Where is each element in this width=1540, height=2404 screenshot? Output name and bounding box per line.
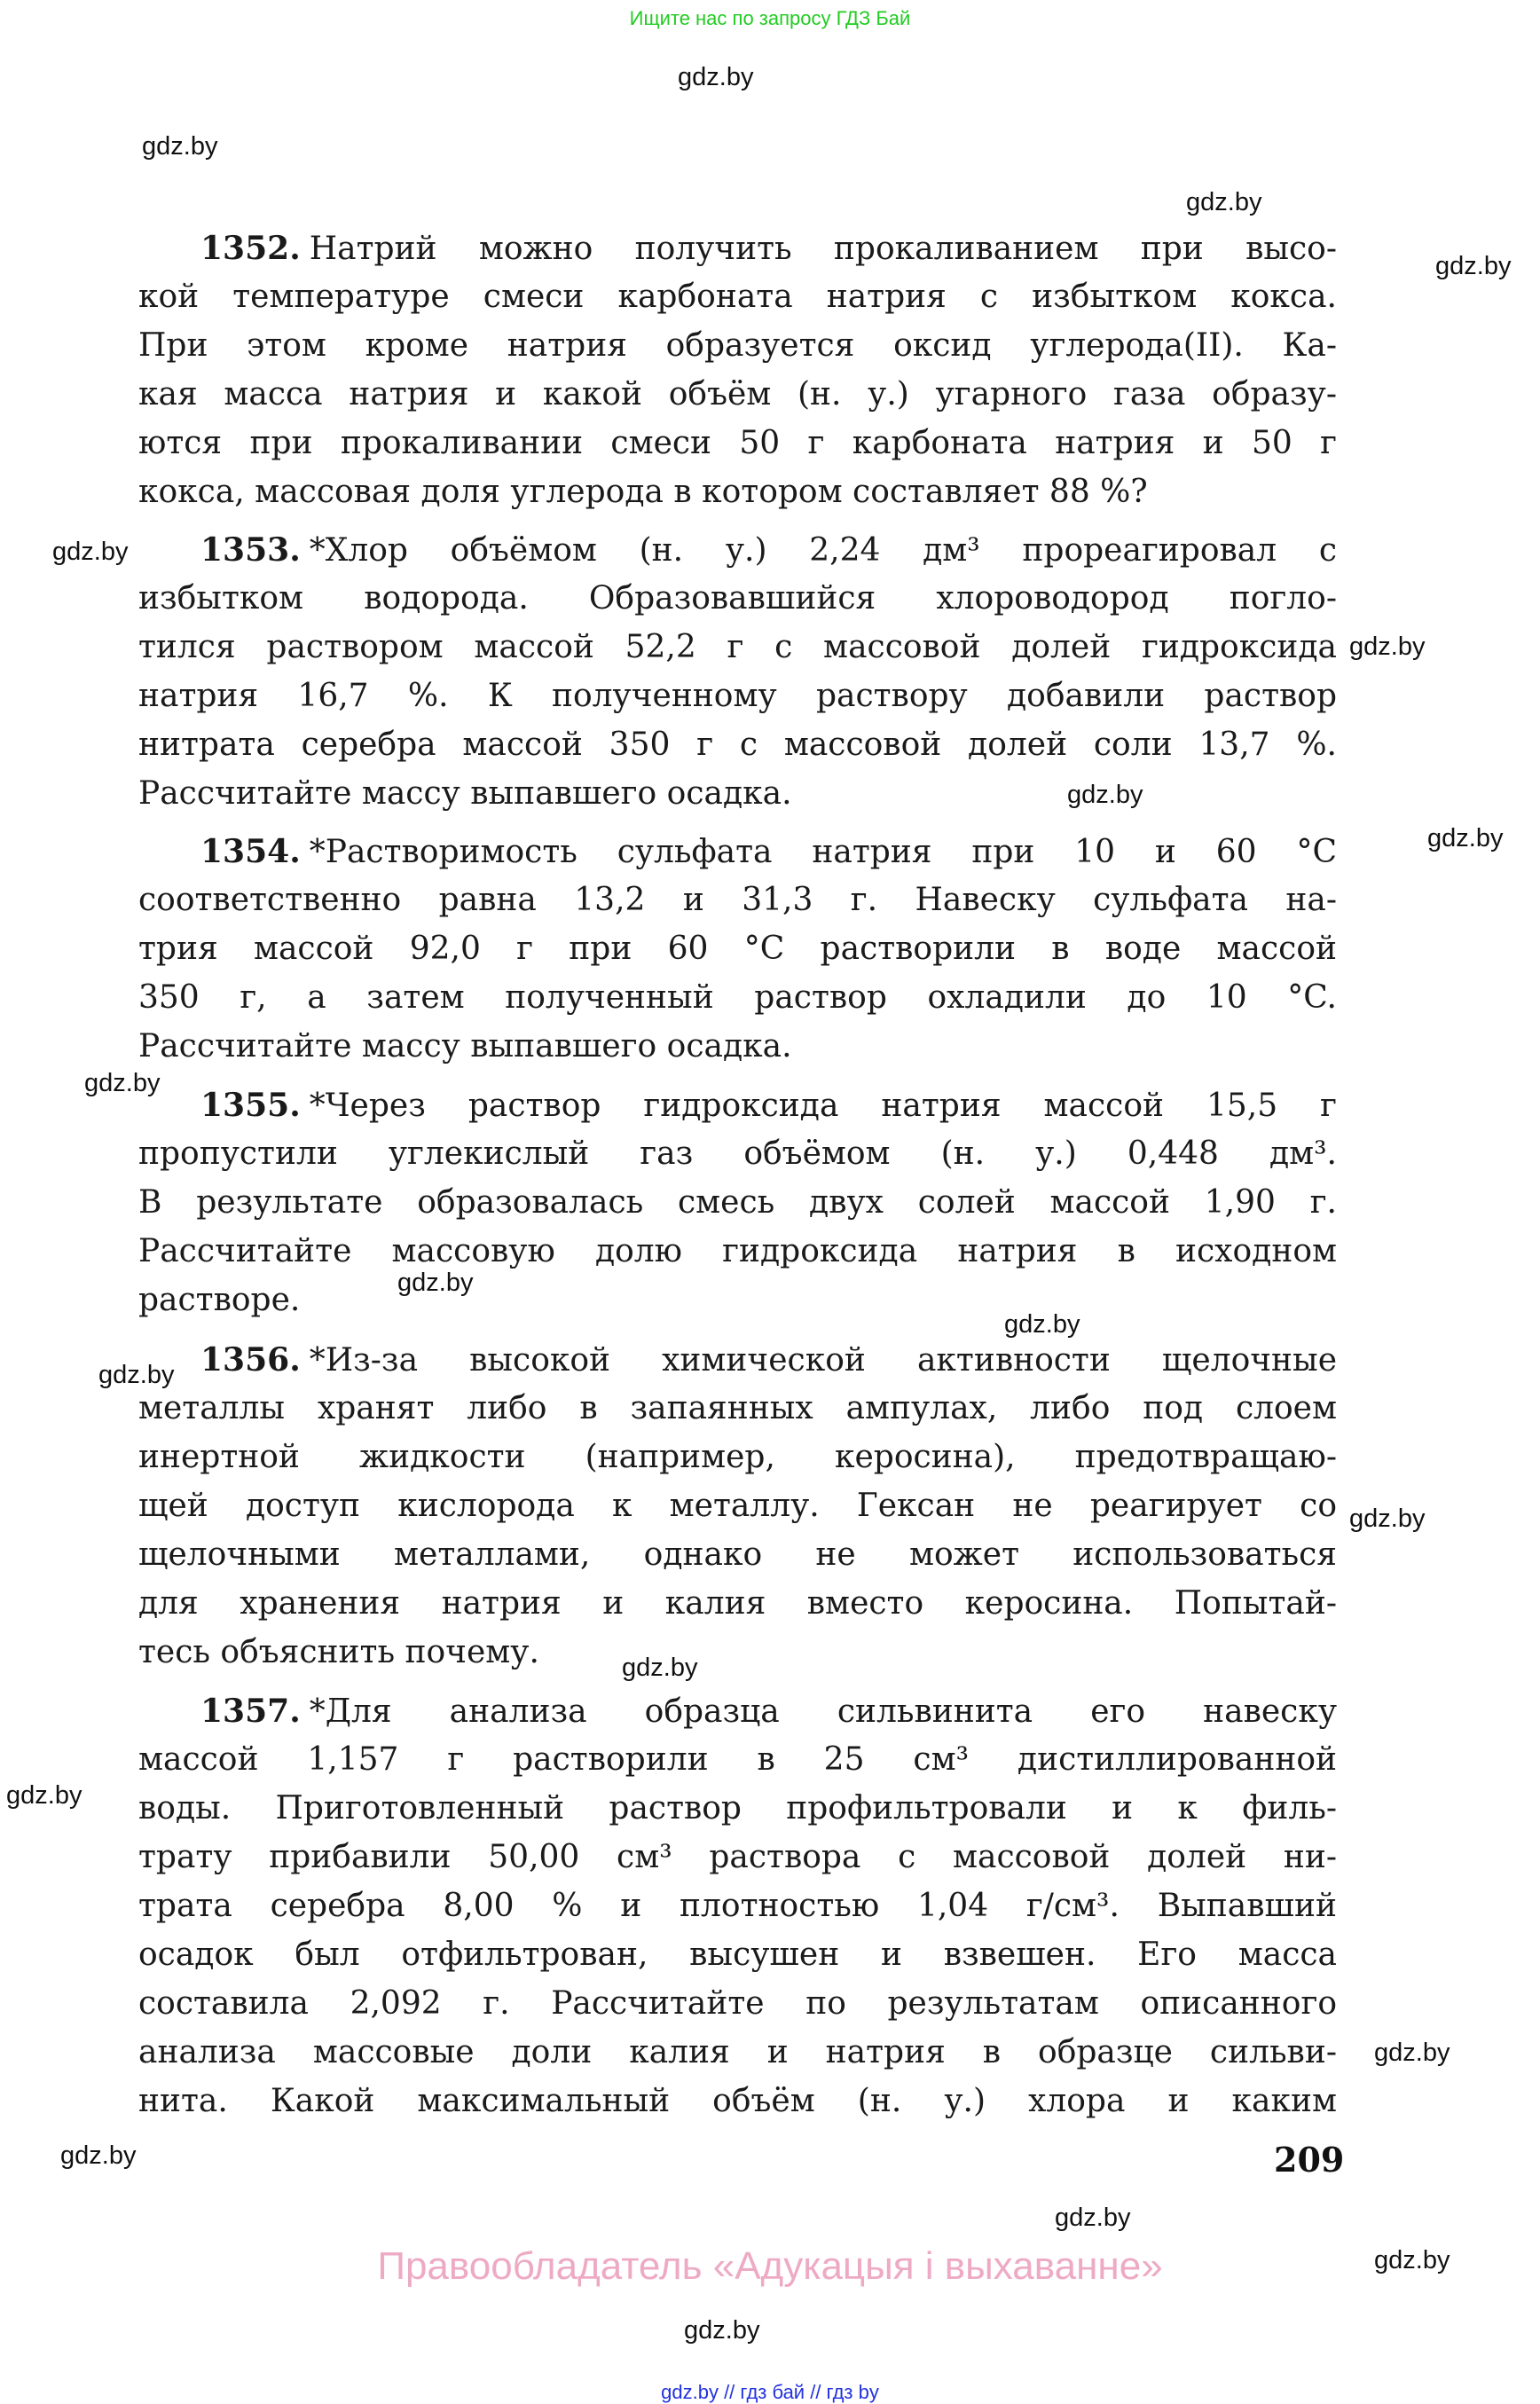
problem-number: 1353. xyxy=(200,531,301,569)
problem-1355-line xyxy=(138,1227,1337,1277)
gdz-watermark: gdz.by xyxy=(98,1361,175,1389)
gdz-watermark: gdz.by xyxy=(1186,188,1262,216)
gdz-watermark: gdz.by xyxy=(684,2316,760,2345)
line-text: В результате образовалась смесь двух солей массой 1,90 г. xyxy=(138,1184,1337,1221)
gdz-watermark: gdz.by xyxy=(1427,824,1504,852)
problem-1356-line xyxy=(138,1628,1337,1677)
problem-1356-line xyxy=(138,1433,1337,1482)
problem-1353-line xyxy=(138,672,1337,721)
gdz-watermark: gdz.by xyxy=(397,1269,474,1297)
problem-1357-line xyxy=(138,1784,1337,1834)
problem-1353-line xyxy=(200,525,1337,575)
line-text: *Хлор объёмом (н. у.) 2,24 дм³ прореагировал с xyxy=(309,532,1337,569)
problem-1352-line xyxy=(138,321,1337,371)
problem-1356-line xyxy=(138,1579,1337,1629)
line-text: кой температуре смеси карбоната натрия с избытком кокса. xyxy=(138,279,1337,315)
problem-1352-line xyxy=(138,467,1337,517)
problem-1357-line xyxy=(138,2077,1337,2126)
line-text: соответственно равна 13,2 и 31,3 г. Навеску сульфата на- xyxy=(138,882,1337,918)
problem-number: 1355. xyxy=(200,1087,301,1124)
line-text: массой 1,157 г растворили в 25 см³ дистиллированной xyxy=(138,1741,1337,1778)
line-text: натрия 16,7 %. К полученному раствору добавили раствор xyxy=(138,678,1337,714)
problem-number: 1352. xyxy=(200,230,301,267)
line-text: Рассчитайте массовую долю гидроксида натрия в исходном xyxy=(138,1233,1337,1269)
problem-1354-line xyxy=(138,1022,1337,1072)
line-text: воды. Приготовленный раствор профильтровали и к филь- xyxy=(138,1790,1337,1827)
problem-1354-line xyxy=(138,924,1337,974)
line-text: растворе. xyxy=(138,1282,301,1318)
problem-1352-line xyxy=(200,224,1337,273)
problem-1353-line xyxy=(138,623,1337,672)
line-text: *Через раствор гидроксида натрия массой 15,5 г xyxy=(309,1088,1337,1124)
problem-1357-line xyxy=(138,1979,1337,2029)
gdz-watermark: gdz.by xyxy=(52,538,129,566)
problem-1355-line xyxy=(138,1178,1337,1228)
line-text: При этом кроме натрия образуется оксид углерода(II). Ка- xyxy=(138,327,1337,364)
problem-1352-line xyxy=(138,419,1337,468)
problem-1357-line xyxy=(200,1686,1337,1736)
problem-1357-line xyxy=(138,1833,1337,1882)
line-text: металлы хранят либо в запаянных ампулах, либо под слоем xyxy=(138,1390,1337,1426)
line-text: нитрата серебра массой 350 г с массовой долей соли 13,7 %. xyxy=(138,727,1337,763)
line-text: 350 г, а затем полученный раствор охладили до 10 °C. xyxy=(138,979,1337,1016)
problem-number: 1356. xyxy=(200,1341,301,1379)
footer-links[interactable]: gdz.by // гдз бай // гдз by xyxy=(661,2381,879,2403)
problem-1355-line xyxy=(138,1276,1337,1325)
problem-1353-line xyxy=(138,720,1337,770)
line-text: для хранения натрия и калия вместо керосина. Попытай- xyxy=(138,1585,1337,1622)
line-text: ются при прокаливании смеси 50 г карбоната натрия и 50 г xyxy=(138,425,1337,461)
problem-1352-line xyxy=(138,272,1337,322)
problem-1357-line xyxy=(138,1930,1337,1980)
line-text: тился раствором массой 52,2 г с массовой долей гидроксида xyxy=(138,629,1337,665)
line-text: Рассчитайте массу выпавшего осадка. xyxy=(138,775,792,812)
gdz-watermark: gdz.by xyxy=(678,63,754,91)
gdz-watermark: gdz.by xyxy=(1374,2039,1450,2067)
gdz-watermark: gdz.by xyxy=(84,1069,161,1097)
problem-1352-line xyxy=(138,370,1337,420)
gdz-watermark: gdz.by xyxy=(6,1781,82,1810)
line-text: тесь объяснить почему. xyxy=(138,1634,539,1670)
line-text: трата серебра 8,00 % и плотностью 1,04 г/см³. Выпавший xyxy=(138,1888,1337,1924)
problem-number: 1357. xyxy=(200,1693,301,1730)
problem-1357-line xyxy=(138,1882,1337,1931)
line-text: кая масса натрия и какой объём (н. у.) угарного газа образу- xyxy=(138,376,1337,412)
line-text: *Растворимость сульфата натрия при 10 и 60 °C xyxy=(309,834,1337,870)
problem-1353-line xyxy=(138,574,1337,624)
line-text: пропустили углекислый газ объёмом (н. у.) 0,448 дм³. xyxy=(138,1135,1337,1172)
line-text: щей доступ кислорода к металлу. Гексан не реагирует со xyxy=(138,1488,1337,1524)
problem-1356-line xyxy=(138,1530,1337,1580)
line-text: Рассчитайте массу выпавшего осадка. xyxy=(138,1028,792,1065)
problem-number: 1354. xyxy=(200,833,301,870)
problem-1357-line xyxy=(138,1735,1337,1785)
line-text: составила 2,092 г. Рассчитайте по результатам описанного xyxy=(138,1985,1337,2022)
line-text: трия массой 92,0 г при 60 °C растворили в воде массой xyxy=(138,931,1337,967)
line-text: *Из-за высокой химической активности щелочные xyxy=(309,1342,1337,1379)
gdz-watermark: gdz.by xyxy=(1435,252,1512,280)
problem-1355-line xyxy=(138,1129,1337,1179)
gdz-watermark: gdz.by xyxy=(1067,781,1143,809)
gdz-watermark: gdz.by xyxy=(622,1654,698,1682)
page-number: 209 xyxy=(1274,2140,1345,2180)
line-text: избытком водорода. Образовавшийся хлороводород погло- xyxy=(138,580,1337,617)
gdz-watermark: gdz.by xyxy=(1374,2246,1450,2274)
gdz-watermark: gdz.by xyxy=(1004,1310,1080,1339)
line-text: анализа массовые доли калия и натрия в образце сильви- xyxy=(138,2034,1337,2070)
line-text: Натрий можно получить прокаливанием при высо- xyxy=(309,231,1337,267)
gdz-watermark: gdz.by xyxy=(142,132,218,161)
search-banner: Ищите нас по запросу ГДЗ Бай xyxy=(629,7,911,29)
problem-1357-line xyxy=(138,2028,1337,2078)
gdz-watermark: gdz.by xyxy=(1349,1504,1426,1533)
gdz-watermark: gdz.by xyxy=(1055,2204,1131,2232)
line-text: щелочными металлами, однако не может использоваться xyxy=(138,1536,1337,1573)
line-text: кокса, массовая доля углерода в котором составляет 88 %? xyxy=(138,474,1148,510)
problem-1356-line xyxy=(138,1384,1337,1434)
problem-1354-line xyxy=(200,827,1337,876)
gdz-watermark: gdz.by xyxy=(60,2141,137,2170)
problem-1356-line xyxy=(200,1335,1337,1385)
line-text: осадок был отфильтрован, высушен и взвешен. Его масса xyxy=(138,1937,1337,1973)
problem-1355-line xyxy=(200,1080,1337,1130)
problem-1353-line xyxy=(138,769,1337,819)
problem-1356-line xyxy=(138,1481,1337,1531)
line-text: нита. Какой максимальный объём (н. у.) хлора и каким xyxy=(138,2083,1337,2119)
rights-holder-watermark: Правообладатель «Адукацыя і выхаванне» xyxy=(377,2244,1163,2288)
gdz-watermark: gdz.by xyxy=(1349,632,1426,661)
problem-1354-line xyxy=(138,973,1337,1023)
line-text: трату прибавили 50,00 см³ раствора с массовой долей ни- xyxy=(138,1839,1337,1875)
problem-1354-line xyxy=(138,876,1337,925)
line-text: инертной жидкости (например, керосина), предотвращаю- xyxy=(138,1439,1337,1475)
line-text: *Для анализа образца сильвинита его навеску xyxy=(309,1693,1337,1730)
